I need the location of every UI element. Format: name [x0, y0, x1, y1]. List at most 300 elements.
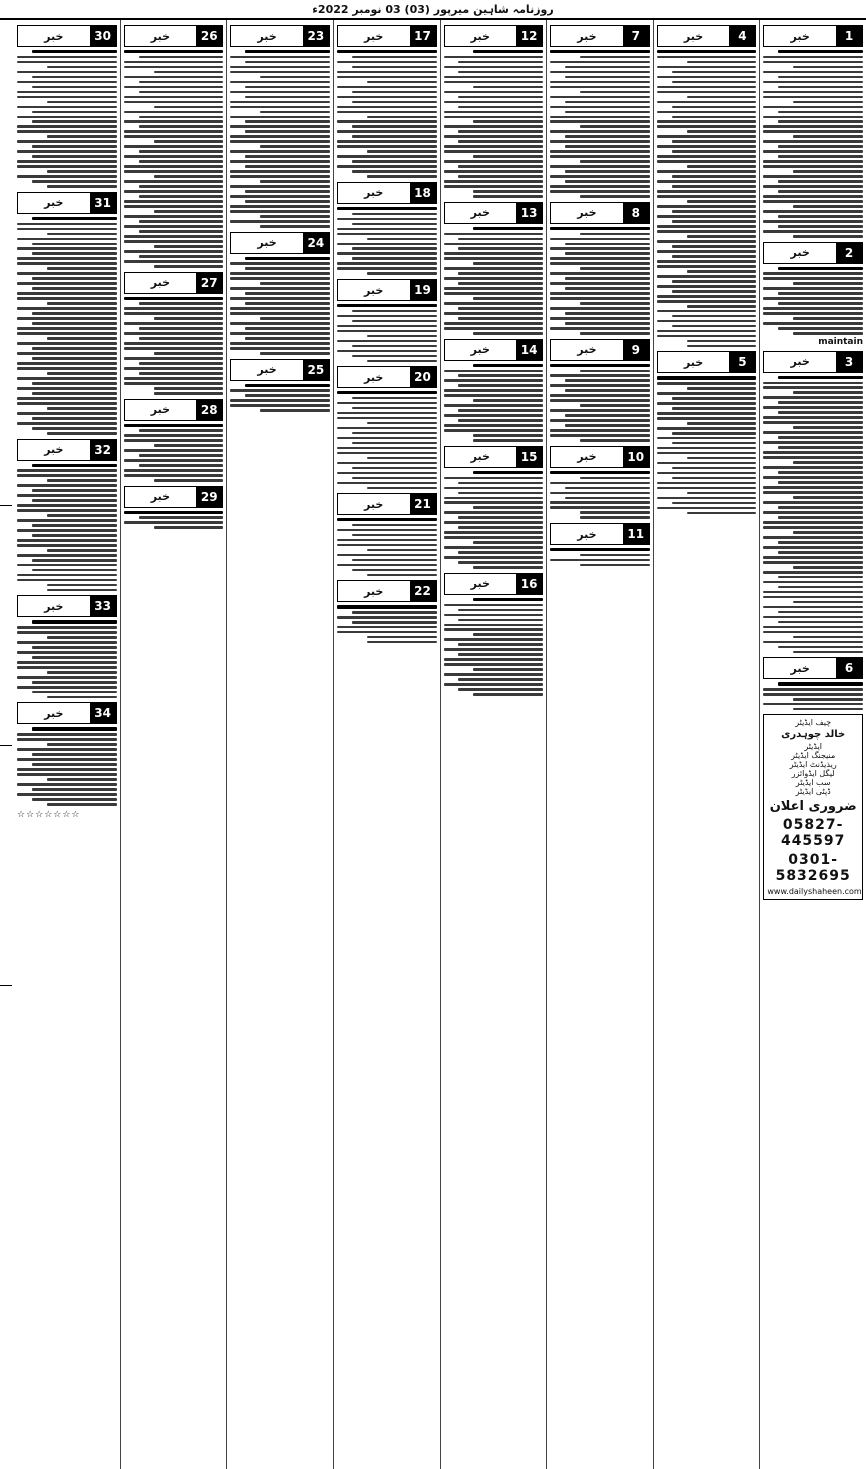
news-item: [550, 339, 650, 442]
text-line: [763, 106, 863, 109]
text-line: [473, 633, 543, 636]
text-line: [444, 81, 544, 84]
text-line: [565, 101, 650, 104]
text-line: [17, 125, 117, 128]
text-line: [337, 50, 437, 53]
text-line: [47, 407, 117, 410]
text-line: [550, 297, 650, 300]
item-number: 30: [90, 26, 116, 46]
text-line: [124, 50, 224, 53]
text-line: [337, 155, 437, 158]
text-line: [17, 773, 117, 776]
text-line: [458, 384, 543, 387]
text-line: [657, 335, 757, 338]
text-line: [32, 243, 117, 246]
text-line: [139, 185, 224, 188]
text-line: [124, 180, 224, 183]
text-line: [352, 310, 437, 313]
item-header: [763, 657, 863, 679]
text-line: [17, 686, 117, 689]
text-line: [245, 61, 330, 64]
item-number: 11: [623, 524, 649, 544]
phone-number: 05827-445597: [780, 817, 846, 850]
item-label: خبر: [257, 363, 277, 377]
text-line: [17, 661, 117, 664]
item-text: [124, 424, 224, 482]
text-line: [352, 569, 437, 572]
text-line: [17, 257, 117, 260]
item-label: خبر: [44, 599, 64, 613]
text-line: [337, 218, 437, 221]
text-line: [230, 389, 330, 392]
text-line: [565, 111, 650, 114]
text-line: [444, 150, 544, 153]
item-label: خبر: [790, 246, 810, 260]
item-header: [337, 493, 437, 515]
text-line: [444, 546, 544, 549]
text-line: [139, 230, 224, 233]
text-line: [473, 195, 543, 198]
text-line: [230, 312, 330, 315]
text-line: [32, 753, 117, 756]
text-line: [657, 427, 757, 430]
item-text: [550, 471, 650, 519]
text-line: [17, 272, 117, 275]
text-line: [778, 541, 863, 544]
text-line: [337, 340, 437, 343]
news-item: [124, 486, 224, 529]
text-line: [657, 265, 757, 268]
text-line: [458, 409, 543, 412]
text-line: [47, 803, 117, 806]
text-line: [657, 392, 757, 395]
text-line: [337, 412, 437, 415]
text-line: [763, 287, 863, 290]
text-line: [778, 86, 863, 89]
text-line: [444, 683, 544, 686]
text-line: [550, 150, 650, 153]
text-line: [32, 691, 117, 694]
text-line: [763, 312, 863, 315]
text-line: [47, 549, 117, 552]
text-line: [657, 487, 757, 490]
item-header: [550, 25, 650, 47]
text-line: [17, 165, 117, 168]
item-text: [17, 464, 117, 592]
text-line: [473, 155, 543, 158]
text-line: [352, 135, 437, 138]
text-line: [17, 574, 117, 577]
text-line: [139, 464, 224, 467]
item-number: 22: [410, 581, 436, 601]
item-text: [550, 548, 650, 566]
text-line: [230, 287, 330, 290]
text-line: [124, 240, 224, 243]
text-line: [473, 297, 543, 300]
text-line: [337, 544, 437, 547]
text-line: [47, 479, 117, 482]
text-line: [230, 71, 330, 74]
news-item: [444, 573, 544, 696]
item-number: 15: [516, 447, 542, 467]
news-item: [230, 232, 330, 355]
text-line: [565, 135, 650, 138]
text-line: [778, 586, 863, 589]
text-line: [458, 516, 543, 519]
text-line: [17, 91, 117, 94]
text-line: [17, 666, 117, 669]
item-text: [17, 620, 117, 698]
text-line: [337, 554, 437, 557]
item-label: خبر: [44, 29, 64, 43]
column: [14, 20, 120, 1469]
text-line: [47, 170, 117, 173]
text-line: [260, 409, 330, 412]
text-line: [657, 215, 757, 218]
news-item: [337, 25, 437, 178]
text-line: [458, 165, 543, 168]
text-line: [687, 305, 757, 308]
text-line: [657, 482, 757, 485]
news-item: [444, 446, 544, 569]
text-line: [458, 140, 543, 143]
item-text: [763, 267, 863, 335]
text-line: [444, 556, 544, 559]
text-line: [17, 317, 117, 320]
text-line: [17, 106, 117, 109]
text-line: [32, 86, 117, 89]
text-line: [657, 135, 757, 138]
item-header: [337, 279, 437, 301]
text-line: [337, 482, 437, 485]
text-line: [32, 727, 117, 730]
text-line: [47, 584, 117, 587]
text-line: [550, 106, 650, 109]
text-line: [763, 130, 863, 133]
text-line: [32, 76, 117, 79]
text-line: [337, 76, 437, 79]
text-line: [444, 145, 544, 148]
text-line: [672, 210, 757, 213]
item-text: [550, 364, 650, 442]
text-line: [260, 111, 330, 114]
text-line: [473, 227, 543, 230]
text-line: [778, 111, 863, 114]
text-line: [337, 71, 437, 74]
news-item: [763, 25, 863, 238]
text-line: [17, 519, 117, 522]
text-line: [260, 145, 330, 148]
notice-title: ضروری اعلان: [769, 799, 857, 815]
text-line: [32, 646, 117, 649]
text-line: [230, 150, 330, 153]
text-line: [657, 275, 757, 278]
text-line: [657, 300, 757, 303]
text-line: [230, 277, 330, 280]
text-line: [352, 160, 437, 163]
text-line: [778, 471, 863, 474]
text-line: [763, 556, 863, 559]
text-line: [154, 140, 224, 143]
text-line: [154, 317, 224, 320]
text-line: [352, 91, 437, 94]
text-line: [458, 492, 543, 495]
text-line: [154, 245, 224, 248]
text-line: [657, 195, 757, 198]
text-line: [17, 342, 117, 345]
text-line: [763, 616, 863, 619]
text-line: [580, 233, 650, 236]
item-header: [550, 446, 650, 468]
text-line: [230, 160, 330, 163]
text-line: [47, 337, 117, 340]
news-item: [17, 439, 117, 592]
news-item: [763, 242, 863, 347]
item-text: [337, 50, 437, 178]
text-line: [657, 250, 757, 253]
text-line: [550, 175, 650, 178]
imprint-line: ڈپٹی ایڈیٹر: [795, 787, 831, 797]
item-header: [337, 182, 437, 204]
item-header: [444, 573, 544, 595]
text-line: [32, 656, 117, 659]
text-line: [444, 663, 544, 666]
text-line: [124, 474, 224, 477]
item-label: خبر: [683, 355, 704, 369]
text-line: [672, 106, 757, 109]
text-line: [444, 267, 544, 270]
text-line: [32, 287, 117, 290]
text-line: [444, 370, 544, 373]
text-line: [672, 290, 757, 293]
text-line: [32, 217, 117, 220]
text-line: [124, 225, 224, 228]
text-line: [458, 653, 543, 656]
text-line: [763, 200, 863, 203]
item-header: [763, 351, 863, 373]
text-line: [778, 215, 863, 218]
text-line: [763, 486, 863, 489]
text-line: [565, 170, 650, 173]
text-line: [230, 185, 330, 188]
text-line: [352, 397, 437, 400]
text-line: [657, 76, 757, 79]
star-divider: ☆☆☆☆☆☆☆: [17, 809, 81, 820]
text-line: [352, 611, 437, 614]
fold-mark: [0, 505, 12, 506]
text-line: [47, 514, 117, 517]
text-line: [550, 247, 650, 250]
item-text: [337, 605, 437, 643]
text-line: [565, 322, 650, 325]
text-line: [458, 96, 543, 99]
text-line: [139, 255, 224, 258]
text-line: [367, 335, 437, 338]
item-number: 19: [410, 280, 436, 300]
item-label: خبر: [577, 29, 597, 43]
text-line: [367, 422, 437, 425]
text-line: [230, 66, 330, 69]
text-line: [778, 551, 863, 554]
text-line: [763, 322, 863, 325]
text-line: [139, 160, 224, 163]
text-line: [778, 50, 863, 53]
text-line: [230, 220, 330, 223]
text-line: [337, 325, 437, 328]
text-line: [230, 262, 330, 265]
item-text: [337, 304, 437, 362]
item-label: خبر: [577, 343, 597, 357]
text-line: [17, 738, 117, 741]
text-line: [550, 429, 650, 432]
text-line: [458, 106, 543, 109]
text-line: [550, 471, 650, 474]
text-line: [32, 357, 117, 360]
item-text: [230, 50, 330, 228]
text-line: [473, 693, 543, 696]
text-line: [17, 140, 117, 143]
text-line: [245, 292, 330, 295]
text-line: [793, 698, 863, 701]
text-line: [458, 678, 543, 681]
text-line: [458, 609, 543, 612]
text-line: [778, 180, 863, 183]
text-line: [230, 116, 330, 119]
item-text: [763, 376, 863, 653]
text-line: [245, 120, 330, 123]
column: [333, 20, 440, 1469]
text-line: [778, 646, 863, 649]
text-line: [444, 287, 544, 290]
text-line: [458, 61, 543, 64]
item-text: [657, 376, 757, 514]
text-line: [154, 479, 224, 482]
item-number: 6: [836, 658, 862, 678]
item-label: خبر: [470, 450, 490, 464]
item-label: خبر: [150, 276, 171, 290]
text-line: [230, 101, 330, 104]
text-line: [352, 213, 437, 216]
text-line: [763, 501, 863, 504]
text-line: [458, 561, 543, 564]
item-number: 21: [410, 494, 436, 514]
text-line: [32, 464, 117, 467]
text-line: [367, 81, 437, 84]
text-line: [793, 282, 863, 285]
text-line: [337, 462, 437, 465]
text-line: [778, 145, 863, 148]
text-line: [444, 302, 544, 305]
text-line: [47, 302, 117, 305]
text-line: [458, 482, 543, 485]
text-line: [444, 111, 544, 114]
text-line: [473, 566, 543, 569]
text-line: [124, 76, 224, 79]
text-line: [230, 332, 330, 335]
text-line: [473, 399, 543, 402]
text-line: [763, 116, 863, 119]
text-line: [763, 688, 863, 691]
text-line: [230, 106, 330, 109]
text-line: [672, 140, 757, 143]
item-label: خبر: [790, 29, 810, 43]
text-line: [444, 511, 544, 514]
item-header: [550, 339, 650, 361]
text-line: [763, 606, 863, 609]
text-line: [550, 185, 650, 188]
text-line: [657, 330, 757, 333]
imprint-box: [763, 714, 863, 900]
text-line: [763, 491, 863, 494]
text-line: [657, 111, 757, 114]
item-text: [124, 297, 224, 395]
text-line: [444, 66, 544, 69]
text-line: [672, 81, 757, 84]
text-line: [672, 407, 757, 410]
text-line: [778, 376, 863, 379]
text-line: [458, 688, 543, 691]
item-text: [17, 727, 117, 805]
text-line: [17, 402, 117, 405]
text-line: [124, 250, 224, 253]
text-line: [778, 576, 863, 579]
text-line: [230, 170, 330, 173]
text-line: [672, 467, 757, 470]
text-line: [17, 332, 117, 335]
text-line: [778, 302, 863, 305]
text-line: [337, 539, 437, 542]
imprint-line: خالد چوہدری: [781, 729, 846, 741]
text-line: [763, 277, 863, 280]
item-number: 23: [303, 26, 329, 46]
text-line: [778, 120, 863, 123]
masthead-text: روزنامہ شاہین میرپور (03) 03 نومبر 2022ء: [312, 2, 554, 16]
text-line: [687, 422, 757, 425]
text-line: [154, 106, 224, 109]
text-line: [352, 320, 437, 323]
text-line: [47, 636, 117, 639]
item-number: 5: [729, 352, 755, 372]
text-line: [260, 225, 330, 228]
text-line: [124, 367, 224, 370]
news-item: [124, 25, 224, 268]
news-item: [550, 523, 650, 566]
text-line: [17, 422, 117, 425]
item-text: [550, 227, 650, 335]
news-item: [230, 359, 330, 412]
item-number: 10: [623, 447, 649, 467]
news-item: [550, 25, 650, 198]
text-line: [565, 76, 650, 79]
text-line: [337, 529, 437, 532]
text-line: [657, 417, 757, 420]
text-line: [550, 292, 650, 295]
text-line: [657, 155, 757, 158]
text-line: [139, 454, 224, 457]
text-line: [124, 235, 224, 238]
item-number: 7: [623, 26, 649, 46]
text-line: [154, 265, 224, 268]
text-line: [458, 272, 543, 275]
imprint-line: سب ایڈیٹر: [795, 778, 831, 788]
text-line: [352, 534, 437, 537]
item-number: 9: [623, 340, 649, 360]
text-line: [337, 228, 437, 231]
item-header: [763, 242, 863, 264]
text-line: [124, 382, 224, 385]
website: www.dailyshaheen.com: [767, 887, 862, 897]
item-header: [17, 439, 117, 461]
